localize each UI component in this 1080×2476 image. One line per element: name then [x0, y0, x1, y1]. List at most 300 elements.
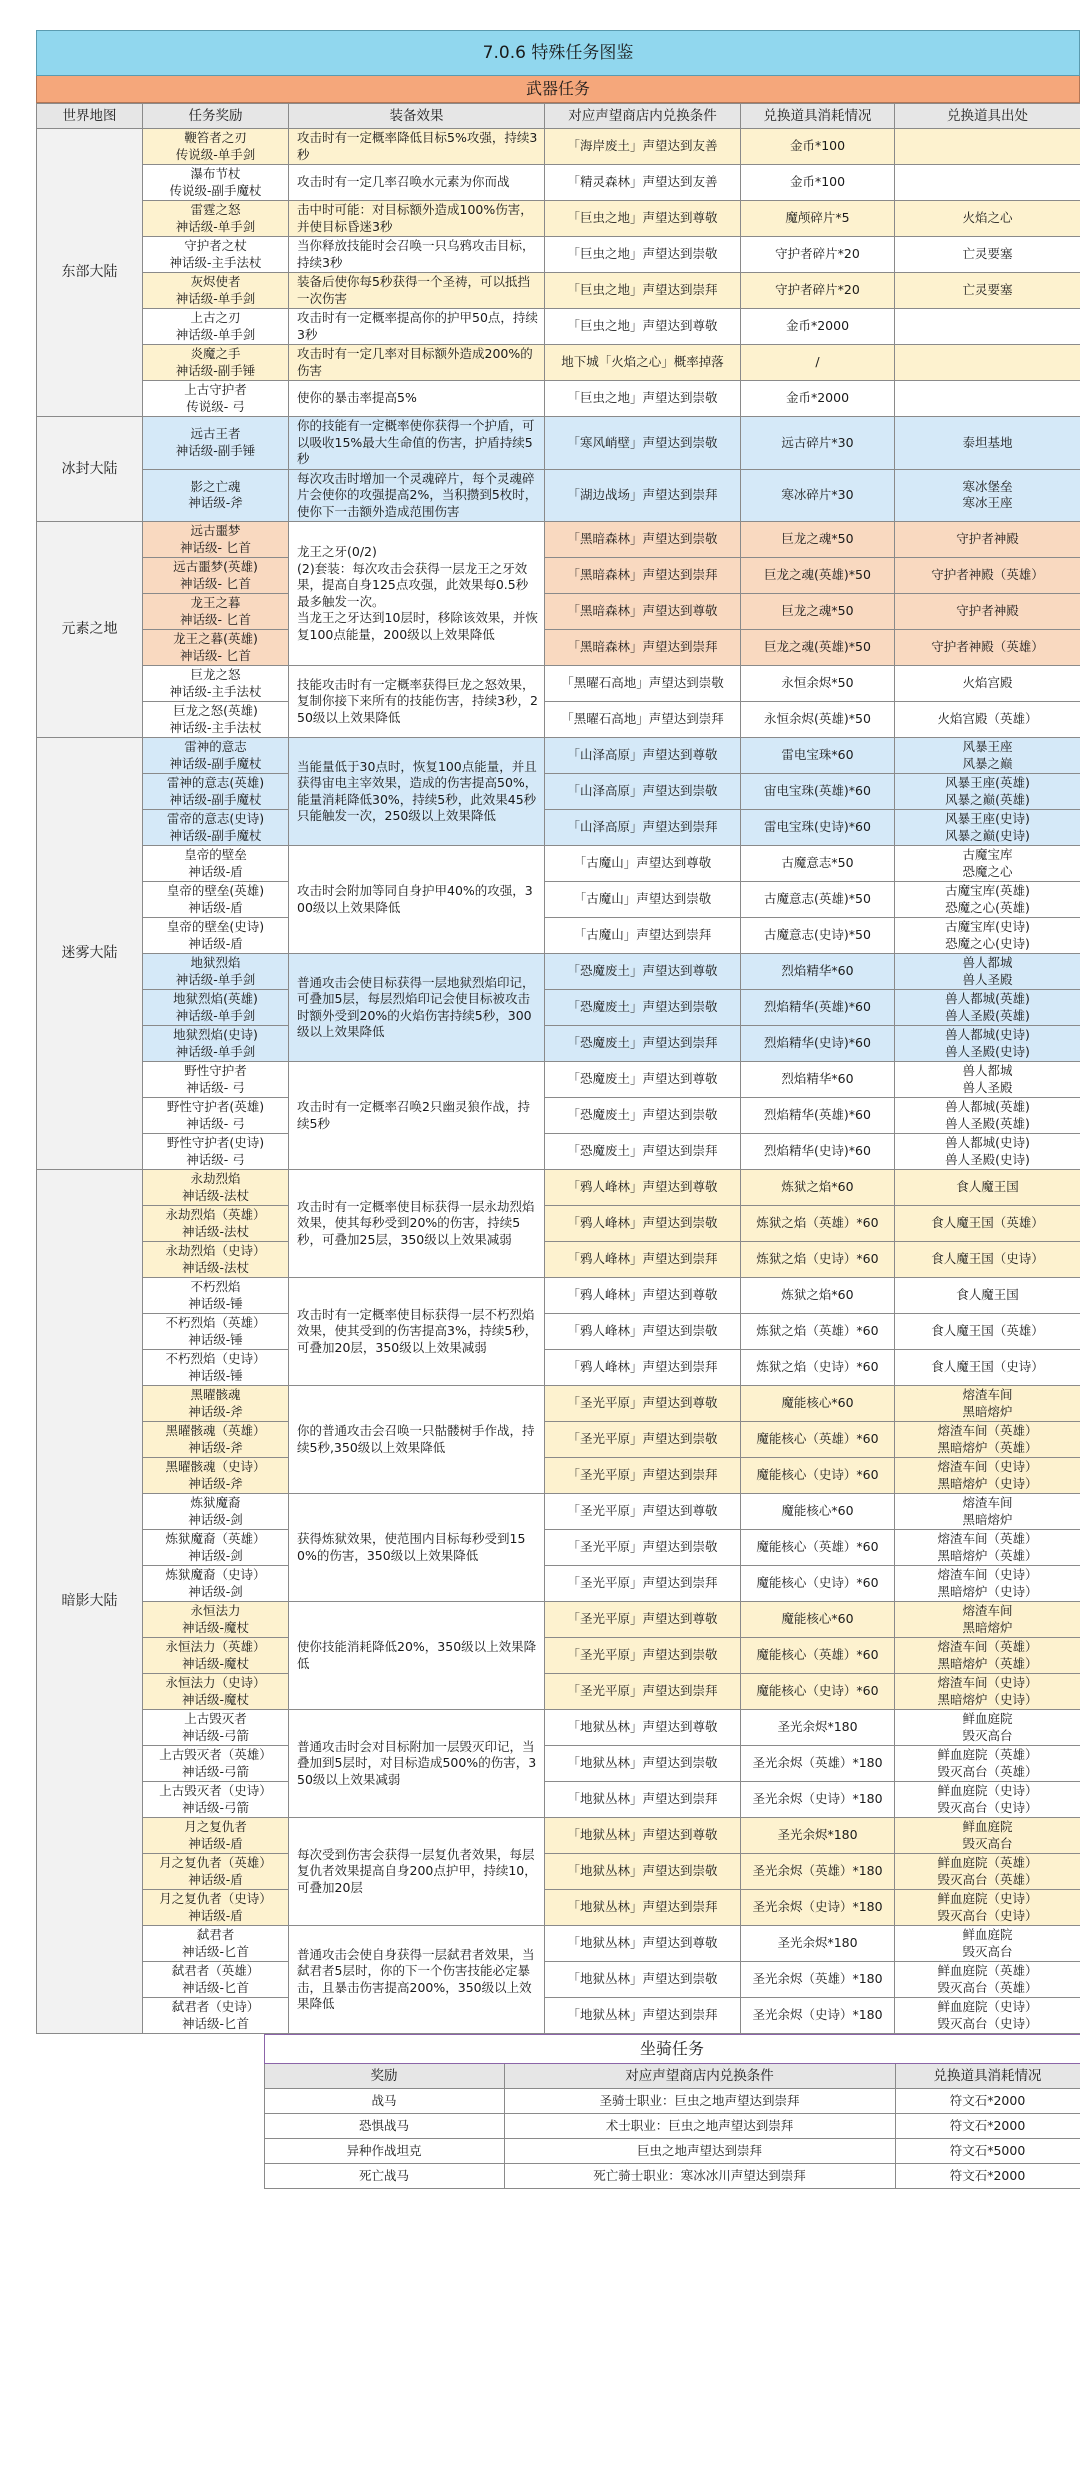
cost-cell: 巨龙之魂*50 [741, 594, 895, 630]
mount-condition: 死亡骑士职业：寒冰冰川声望达到崇拜 [504, 2164, 895, 2189]
table-row [37, 1314, 1080, 1350]
reward-cell: 炼狱魔裔（史诗） 神话级-剑 [143, 1566, 289, 1602]
cost-cell: 圣光余烬（史诗）*180 [741, 1782, 895, 1818]
effect-cell: 当能量低于30点时，恢复100点能量，并且获得宙电主宰效果，造成的伤害提高50%，能量消耗降低30%，持续5秒，此效果45秒只能触发一次，250级以上效果降低 [289, 738, 545, 846]
reward-cell: 野性守护者(史诗) 神话级- 弓 [143, 1134, 289, 1170]
condition-cell: 「鸦人峰林」声望达到尊敬 [545, 1278, 741, 1314]
cost-cell: 炼狱之焰（史诗）*60 [741, 1242, 895, 1278]
source-cell: 熔渣车间（英雄） 黑暗熔炉（英雄） [895, 1422, 1080, 1458]
table-row [37, 918, 1080, 954]
mount-cost: 符文石*5000 [895, 2139, 1080, 2164]
table-row [37, 1602, 1080, 1638]
cost-cell: 魔能核心*60 [741, 1494, 895, 1530]
effect-cell: 普通攻击会使目标获得一层地狱烈焰印记，可叠加5层，每层烈焰印记会使目标被攻击时额外受到20%的火焰伤害持续5秒，300级以上效果降低 [289, 954, 545, 1062]
table-row [37, 1422, 1080, 1458]
reward-cell: 炼狱魔裔 神话级-剑 [143, 1494, 289, 1530]
cost-cell: 圣光余烬（史诗）*180 [741, 1890, 895, 1926]
condition-cell: 「鸦人峰林」声望达到崇拜 [545, 1350, 741, 1386]
table-row [37, 1926, 1080, 1962]
col-header-condition: 对应声望商店内兑换条件 [545, 104, 741, 129]
reward-cell: 远古噩梦 神话级- 匕首 [143, 522, 289, 558]
table-row [37, 810, 1080, 846]
reward-cell: 巨龙之怒(英雄) 神话级-主手法杖 [143, 702, 289, 738]
mount-col-condition: 对应声望商店内兑换条件 [504, 2064, 895, 2089]
table-row [37, 1638, 1080, 1674]
reward-cell: 弑君者 神话级-匕首 [143, 1926, 289, 1962]
condition-cell: 「圣光平原」声望达到尊敬 [545, 1386, 741, 1422]
condition-cell: 「恐魔废土」声望达到尊敬 [545, 1062, 741, 1098]
reward-cell: 影之亡魂 神话级-斧 [143, 469, 289, 522]
effect-cell: 龙王之牙(0/2) (2)套装：每次攻击会获得一层龙王之牙效果，提高自身125点攻强，此效果每0.5秒最多触发一次。 当龙王之牙达到10层时，移除该效果，并恢复100点能量，200级以上效果降低 [289, 522, 545, 666]
source-cell: 古魔宝库 恐魔之心 [895, 846, 1080, 882]
source-cell: 食人魔王国 [895, 1278, 1080, 1314]
table-row [37, 990, 1080, 1026]
cost-cell: 古魔意志*50 [741, 846, 895, 882]
reward-cell: 上古守护者 传说级- 弓 [143, 381, 289, 417]
source-cell: 兽人都城 兽人圣殿 [895, 954, 1080, 990]
source-cell: 火焰之心 [895, 201, 1080, 237]
effect-cell: 攻击时有一定概率降低目标5%攻强，持续3秒 [289, 129, 545, 165]
reward-cell: 巨龙之怒 神话级-主手法杖 [143, 666, 289, 702]
cost-cell: 金币*2000 [741, 309, 895, 345]
mount-row [36, 2114, 1080, 2139]
mount-cost: 符文石*2000 [895, 2089, 1080, 2114]
source-cell [895, 345, 1080, 381]
condition-cell: 「圣光平原」声望达到尊敬 [545, 1602, 741, 1638]
reward-cell: 弑君者（英雄） 神话级-匕首 [143, 1962, 289, 1998]
source-cell: 食人魔王国（史诗） [895, 1242, 1080, 1278]
table-row [37, 1962, 1080, 1998]
source-cell: 风暴王座(英雄) 风暴之巅(英雄) [895, 774, 1080, 810]
cost-cell: 魔能核心（史诗）*60 [741, 1674, 895, 1710]
table-row [37, 882, 1080, 918]
effect-cell: 你的技能有一定概率使你获得一个护盾，可以吸收15%最大生命值的伤害，护盾持续5秒 [289, 417, 545, 470]
cost-cell: 圣光余烬（英雄）*180 [741, 1854, 895, 1890]
condition-cell: 「地狱丛林」声望达到尊敬 [545, 1926, 741, 1962]
table-row [37, 1062, 1080, 1098]
source-cell: 鲜血庭院（史诗） 毁灭高台（史诗） [895, 1782, 1080, 1818]
table-row [37, 201, 1080, 237]
reward-cell: 地狱烈焰(史诗) 神话级-单手剑 [143, 1026, 289, 1062]
cost-cell: 雷电宝珠*60 [741, 738, 895, 774]
table-row [37, 345, 1080, 381]
mount-reward: 战马 [264, 2089, 504, 2114]
reward-cell: 雷神的意志(英雄) 神话级-副手魔杖 [143, 774, 289, 810]
condition-cell: 「巨虫之地」声望达到崇拜 [545, 273, 741, 309]
col-header-cost: 兑换道具消耗情况 [741, 104, 895, 129]
cost-cell: 圣光余烬*180 [741, 1710, 895, 1746]
source-cell: 鲜血庭院（英雄） 毁灭高台（英雄） [895, 1962, 1080, 1998]
source-cell: 兽人都城(史诗) 兽人圣殿(史诗) [895, 1026, 1080, 1062]
mount-reward: 恐惧战马 [264, 2114, 504, 2139]
condition-cell: 「湖边战场」声望达到崇拜 [545, 469, 741, 522]
table-row [37, 129, 1080, 165]
cost-cell: 烈焰精华(英雄)*60 [741, 990, 895, 1026]
table-row [37, 774, 1080, 810]
effect-cell: 装备后使你每5秒获得一个圣祷，可以抵挡一次伤害 [289, 273, 545, 309]
source-cell: 食人魔王国 [895, 1170, 1080, 1206]
reward-cell: 不朽烈焰（史诗） 神话级-锤 [143, 1350, 289, 1386]
reward-cell: 雷神的意志 神话级-副手魔杖 [143, 738, 289, 774]
table-row [37, 309, 1080, 345]
condition-cell: 「山泽高原」声望达到尊敬 [545, 738, 741, 774]
table-row [37, 1386, 1080, 1422]
table-row [37, 1278, 1080, 1314]
table-row [37, 522, 1080, 558]
table-row [37, 1170, 1080, 1206]
effect-cell: 使你的暴击率提高5% [289, 381, 545, 417]
cost-cell: 魔能核心*60 [741, 1602, 895, 1638]
effect-cell: 每次攻击时增加一个灵魂碎片，每个灵魂碎片会使你的攻强提高2%，当积攒到5枚时，使你下一击额外造成范围伤害 [289, 469, 545, 522]
table-row [37, 1854, 1080, 1890]
condition-cell: 「地狱丛林」声望达到崇敬 [545, 1746, 741, 1782]
condition-cell: 「地狱丛林」声望达到尊敬 [545, 1710, 741, 1746]
condition-cell: 「鸦人峰林」声望达到尊敬 [545, 1170, 741, 1206]
effect-cell: 攻击时有一定概率提高你的护甲50点，持续3秒 [289, 309, 545, 345]
source-cell [895, 381, 1080, 417]
table-row [37, 558, 1080, 594]
reward-cell: 永恒法力（英雄） 神话级-魔杖 [143, 1638, 289, 1674]
region-cell: 元素之地 [37, 522, 143, 738]
cost-cell: 烈焰精华*60 [741, 1062, 895, 1098]
table-row [37, 954, 1080, 990]
reward-cell: 远古王者 神话级-副手锤 [143, 417, 289, 470]
cost-cell: 永恒余烬(英雄)*50 [741, 702, 895, 738]
cost-cell: 烈焰精华(英雄)*60 [741, 1098, 895, 1134]
source-cell: 守护者神殿 [895, 522, 1080, 558]
source-cell: 古魔宝库(史诗) 恐魔之心(史诗) [895, 918, 1080, 954]
reward-cell: 弑君者（史诗） 神话级-匕首 [143, 1998, 289, 2034]
table-row [37, 1350, 1080, 1386]
condition-cell: 「恐魔废土」声望达到崇敬 [545, 1098, 741, 1134]
reward-cell: 雷霆之怒 神话级-单手剑 [143, 201, 289, 237]
reward-cell: 上古毁灭者（史诗） 神话级-弓箭 [143, 1782, 289, 1818]
condition-cell: 「恐魔废土」声望达到崇拜 [545, 1134, 741, 1170]
reward-cell: 灰烬使者 神话级-单手剑 [143, 273, 289, 309]
effect-cell: 攻击时有一定概率使目标获得一层永劫烈焰效果，使其每秒受到20%的伤害，持续5秒，可叠加25层，350级以上效果减弱 [289, 1170, 545, 1278]
table-row [37, 846, 1080, 882]
cost-cell: 永恒余烬*50 [741, 666, 895, 702]
cost-cell: 圣光余烬（英雄）*180 [741, 1962, 895, 1998]
source-cell: 兽人都城 兽人圣殿 [895, 1062, 1080, 1098]
cost-cell: 魔能核心（英雄）*60 [741, 1638, 895, 1674]
source-cell [895, 129, 1080, 165]
effect-cell: 击中时可能：对目标额外造成100%伤害，并使目标昏迷3秒 [289, 201, 545, 237]
table-row [37, 702, 1080, 738]
reward-cell: 远古噩梦(英雄) 神话级- 匕首 [143, 558, 289, 594]
reward-cell: 皇帝的壁垒(英雄) 神话级-盾 [143, 882, 289, 918]
source-cell [895, 309, 1080, 345]
condition-cell: 「古魔山」声望达到尊敬 [545, 846, 741, 882]
source-cell: 熔渣车间（英雄） 黑暗熔炉（英雄） [895, 1638, 1080, 1674]
reward-cell: 龙王之暮(英雄) 神话级- 匕首 [143, 630, 289, 666]
source-cell: 鲜血庭院（史诗） 毁灭高台（史诗） [895, 1998, 1080, 2034]
table-row [37, 594, 1080, 630]
table-row [37, 1530, 1080, 1566]
source-cell: 火焰宫殿（英雄） [895, 702, 1080, 738]
source-cell: 熔渣车间（史诗） 黑暗熔炉（史诗） [895, 1674, 1080, 1710]
source-cell: 鲜血庭院（史诗） 毁灭高台（史诗） [895, 1890, 1080, 1926]
cost-cell: 巨龙之魂*50 [741, 522, 895, 558]
table-row [37, 273, 1080, 309]
cost-cell: 圣光余烬（史诗）*180 [741, 1998, 895, 2034]
col-header-source: 兑换道具出处 [895, 104, 1080, 129]
condition-cell: 「海岸废土」声望达到友善 [545, 129, 741, 165]
effect-cell: 使你技能消耗降低20%，350级以上效果降低 [289, 1602, 545, 1710]
condition-cell: 「山泽高原」声望达到崇敬 [545, 774, 741, 810]
table-row [37, 1098, 1080, 1134]
page [36, 0, 1080, 2189]
cost-cell: 炼狱之焰（英雄）*60 [741, 1206, 895, 1242]
mount-condition: 巨虫之地声望达到崇拜 [504, 2139, 895, 2164]
cost-cell: 魔能核心*60 [741, 1386, 895, 1422]
condition-cell: 「恐魔废土」声望达到崇拜 [545, 1026, 741, 1062]
table-row [37, 165, 1080, 201]
table-row [37, 1890, 1080, 1926]
condition-cell: 「地狱丛林」声望达到崇拜 [545, 1998, 741, 2034]
cost-cell: 魔能核心（史诗）*60 [741, 1566, 895, 1602]
col-header-effect: 装备效果 [289, 104, 545, 129]
effect-cell: 普通攻击会使自身获得一层弑君者效果，当弑君者5层时，你的下一个伤害技能必定暴击，且暴击伤害提高200%，350级以上效果降低 [289, 1926, 545, 2034]
effect-cell: 获得炼狱效果，使范围内目标每秒受到150%的伤害，350级以上效果降低 [289, 1494, 545, 1602]
condition-cell: 「山泽高原」声望达到崇拜 [545, 810, 741, 846]
source-cell: 兽人都城(英雄) 兽人圣殿(英雄) [895, 1098, 1080, 1134]
reward-cell: 地狱烈焰 神话级-单手剑 [143, 954, 289, 990]
source-cell: 熔渣车间（史诗） 黑暗熔炉（史诗） [895, 1566, 1080, 1602]
source-cell: 兽人都城(英雄) 兽人圣殿(英雄) [895, 990, 1080, 1026]
cost-cell: 圣光余烬（英雄）*180 [741, 1746, 895, 1782]
condition-cell: 「精灵森林」声望达到友善 [545, 165, 741, 201]
reward-cell: 野性守护者 神话级- 弓 [143, 1062, 289, 1098]
table-row [37, 381, 1080, 417]
source-cell: 寒冰堡垒 寒冰王座 [895, 469, 1080, 522]
cost-cell: 巨龙之魂(英雄)*50 [741, 630, 895, 666]
reward-cell: 永劫烈焰（英雄） 神话级-法杖 [143, 1206, 289, 1242]
effect-cell: 攻击时有一定概率召唤2只幽灵狼作战，持续5秒 [289, 1062, 545, 1170]
cost-cell: 巨龙之魂(英雄)*50 [741, 558, 895, 594]
cost-cell: 炼狱之焰*60 [741, 1170, 895, 1206]
source-cell [895, 165, 1080, 201]
reward-cell: 不朽烈焰 神话级-锤 [143, 1278, 289, 1314]
region-cell: 东部大陆 [37, 129, 143, 417]
condition-cell: 地下城「火焰之心」概率掉落 [545, 345, 741, 381]
condition-cell: 「古魔山」声望达到崇拜 [545, 918, 741, 954]
cost-cell: 圣光余烬*180 [741, 1818, 895, 1854]
mount-col-reward: 奖励 [264, 2064, 504, 2089]
source-cell: 守护者神殿（英雄） [895, 558, 1080, 594]
reward-cell: 上古毁灭者（英雄） 神话级-弓箭 [143, 1746, 289, 1782]
cost-cell: 魔颅碎片*5 [741, 201, 895, 237]
condition-cell: 「巨虫之地」声望达到崇敬 [545, 381, 741, 417]
cost-cell: 金币*100 [741, 129, 895, 165]
effect-cell: 普通攻击时会对目标附加一层毁灭印记，当叠加到5层时，对目标造成500%的伤害，350级以上效果减弱 [289, 1710, 545, 1818]
reward-cell: 永劫烈焰（史诗） 神话级-法杖 [143, 1242, 289, 1278]
condition-cell: 「黑曜石高地」声望达到崇敬 [545, 666, 741, 702]
reward-cell: 炎魔之手 神话级-副手锤 [143, 345, 289, 381]
table-row [37, 1998, 1080, 2034]
condition-cell: 「鸦人峰林」声望达到崇敬 [545, 1314, 741, 1350]
reward-cell: 月之复仇者 神话级-盾 [143, 1818, 289, 1854]
source-cell: 熔渣车间 黑暗熔炉 [895, 1602, 1080, 1638]
condition-cell: 「地狱丛林」声望达到崇拜 [545, 1782, 741, 1818]
cost-cell: / [741, 345, 895, 381]
source-cell: 食人魔王国（史诗） [895, 1350, 1080, 1386]
reward-cell: 野性守护者(英雄) 神话级- 弓 [143, 1098, 289, 1134]
condition-cell: 「地狱丛林」声望达到崇拜 [545, 1890, 741, 1926]
table-row [37, 1206, 1080, 1242]
condition-cell: 「圣光平原」声望达到尊敬 [545, 1494, 741, 1530]
condition-cell: 「巨虫之地」声望达到崇敬 [545, 237, 741, 273]
cost-cell: 炼狱之焰（英雄）*60 [741, 1314, 895, 1350]
source-cell: 火焰宫殿 [895, 666, 1080, 702]
cost-cell: 金币*100 [741, 165, 895, 201]
cost-cell: 古魔意志(英雄)*50 [741, 882, 895, 918]
reward-cell: 永劫烈焰 神话级-法杖 [143, 1170, 289, 1206]
mount-cost: 符文石*2000 [895, 2114, 1080, 2139]
cost-cell: 炼狱之焰*60 [741, 1278, 895, 1314]
table-row [37, 1242, 1080, 1278]
condition-cell: 「地狱丛林」声望达到崇敬 [545, 1962, 741, 1998]
condition-cell: 「恐魔废土」声望达到崇敬 [545, 990, 741, 1026]
table-row [37, 666, 1080, 702]
source-cell: 泰坦基地 [895, 417, 1080, 470]
effect-cell: 攻击时有一定几率对目标额外造成200%的伤害 [289, 345, 545, 381]
effect-cell: 攻击时有一定几率召唤水元素为你而战 [289, 165, 545, 201]
source-cell: 鲜血庭院 毁灭高台 [895, 1818, 1080, 1854]
reward-cell: 皇帝的壁垒 神话级-盾 [143, 846, 289, 882]
cost-cell: 远古碎片*30 [741, 417, 895, 470]
source-cell: 熔渣车间（英雄） 黑暗熔炉（英雄） [895, 1530, 1080, 1566]
source-cell: 熔渣车间 黑暗熔炉 [895, 1386, 1080, 1422]
reward-cell: 龙王之暮 神话级- 匕首 [143, 594, 289, 630]
table-row [37, 1494, 1080, 1530]
cost-cell: 烈焰精华*60 [741, 954, 895, 990]
reward-cell: 上古毁灭者 神话级-弓箭 [143, 1710, 289, 1746]
page-title: 7.0.6 特殊任务图鉴 [36, 30, 1080, 76]
source-cell: 食人魔王国（英雄） [895, 1314, 1080, 1350]
region-cell: 冰封大陆 [37, 417, 143, 522]
cost-cell: 烈焰精华(史诗)*60 [741, 1134, 895, 1170]
reward-cell: 炼狱魔裔（英雄） 神话级-剑 [143, 1530, 289, 1566]
reward-cell: 月之复仇者（史诗） 神话级-盾 [143, 1890, 289, 1926]
mount-section-header: 坐骑任务 [264, 2035, 1080, 2064]
table-row [37, 237, 1080, 273]
reward-cell: 黑曜骸魂（史诗） 神话级-斧 [143, 1458, 289, 1494]
effect-cell: 你的普通攻击会召唤一只骷髅树手作战，持续5秒,350级以上效果降低 [289, 1386, 545, 1494]
reward-cell: 永恒法力（史诗） 神话级-魔杖 [143, 1674, 289, 1710]
reward-cell: 黑曜骸魂（英雄） 神话级-斧 [143, 1422, 289, 1458]
reward-cell: 月之复仇者（英雄） 神话级-盾 [143, 1854, 289, 1890]
source-cell: 风暴王座 风暴之巅 [895, 738, 1080, 774]
cost-cell: 炼狱之焰（史诗）*60 [741, 1350, 895, 1386]
source-cell: 鲜血庭院 毁灭高台 [895, 1926, 1080, 1962]
cost-cell: 寒冰碎片*30 [741, 469, 895, 522]
effect-cell: 当你释放技能时会召唤一只乌鸦攻击目标，持续3秒 [289, 237, 545, 273]
source-cell: 鲜血庭院 毁灭高台 [895, 1710, 1080, 1746]
condition-cell: 「圣光平原」声望达到崇拜 [545, 1674, 741, 1710]
reward-cell: 皇帝的壁垒(史诗) 神话级-盾 [143, 918, 289, 954]
condition-cell: 「黑暗森林」声望达到崇敬 [545, 522, 741, 558]
source-cell: 守护者神殿 [895, 594, 1080, 630]
cost-cell: 烈焰精华(史诗)*60 [741, 1026, 895, 1062]
reward-cell: 雷帝的意志(史诗) 神话级-副手魔杖 [143, 810, 289, 846]
condition-cell: 「圣光平原」声望达到崇敬 [545, 1638, 741, 1674]
table-row [37, 1458, 1080, 1494]
condition-cell: 「鸦人峰林」声望达到崇拜 [545, 1242, 741, 1278]
mount-row [36, 2089, 1080, 2114]
mount-reward: 死亡战马 [264, 2164, 504, 2189]
effect-cell: 攻击时会附加等同自身护甲40%的攻强，300级以上效果降低 [289, 846, 545, 954]
reward-cell: 守护者之杖 神话级-主手法杖 [143, 237, 289, 273]
cost-cell: 圣光余烬*180 [741, 1926, 895, 1962]
reward-cell: 永恒法力 神话级-魔杖 [143, 1602, 289, 1638]
cost-cell: 魔能核心（史诗）*60 [741, 1458, 895, 1494]
mount-row [36, 2139, 1080, 2164]
table-row [37, 469, 1080, 522]
condition-cell: 「古魔山」声望达到崇敬 [545, 882, 741, 918]
effect-cell: 技能攻击时有一定概率获得巨龙之怒效果，复制你接下来所有的技能伤害，持续3秒，250级以上效果降低 [289, 666, 545, 738]
source-cell: 兽人都城(史诗) 兽人圣殿(史诗) [895, 1134, 1080, 1170]
condition-cell: 「圣光平原」声望达到崇拜 [545, 1458, 741, 1494]
table-row [37, 1746, 1080, 1782]
reward-cell: 地狱烈焰(英雄) 神话级-单手剑 [143, 990, 289, 1026]
condition-cell: 「圣光平原」声望达到崇敬 [545, 1530, 741, 1566]
condition-cell: 「地狱丛林」声望达到崇敬 [545, 1854, 741, 1890]
table-row [37, 630, 1080, 666]
condition-cell: 「巨虫之地」声望达到尊敬 [545, 309, 741, 345]
table-row [37, 1026, 1080, 1062]
table-row [37, 1710, 1080, 1746]
source-cell: 亡灵要塞 [895, 273, 1080, 309]
table-row [37, 738, 1080, 774]
source-cell: 食人魔王国（英雄） [895, 1206, 1080, 1242]
table-row [37, 1674, 1080, 1710]
cost-cell: 雷电宝珠(史诗)*60 [741, 810, 895, 846]
mount-condition: 术士职业：巨虫之地声望达到崇拜 [504, 2114, 895, 2139]
condition-cell: 「寒风峭壁」声望达到崇敬 [545, 417, 741, 470]
source-cell: 守护者神殿（英雄） [895, 630, 1080, 666]
condition-cell: 「圣光平原」声望达到崇敬 [545, 1422, 741, 1458]
weapon-table-header [37, 104, 1080, 129]
condition-cell: 「黑暗森林」声望达到崇拜 [545, 558, 741, 594]
reward-cell: 瀑布节杖 传说级-副手魔杖 [143, 165, 289, 201]
condition-cell: 「巨虫之地」声望达到尊敬 [545, 201, 741, 237]
cost-cell: 宙电宝珠(英雄)*60 [741, 774, 895, 810]
table-row [37, 1782, 1080, 1818]
mount-col-cost: 兑换道具消耗情况 [895, 2064, 1080, 2089]
mount-row [36, 2164, 1080, 2189]
mount-reward: 异种作战坦克 [264, 2139, 504, 2164]
reward-cell: 黑曜骸魂 神话级-斧 [143, 1386, 289, 1422]
cost-cell: 魔能核心（英雄）*60 [741, 1422, 895, 1458]
table-row [37, 417, 1080, 470]
cost-cell: 守护者碎片*20 [741, 273, 895, 309]
cost-cell: 守护者碎片*20 [741, 237, 895, 273]
cost-cell: 古魔意志(史诗)*50 [741, 918, 895, 954]
table-row [37, 1134, 1080, 1170]
source-cell: 亡灵要塞 [895, 237, 1080, 273]
mount-condition: 圣骑士职业：巨虫之地声望达到崇拜 [504, 2089, 895, 2114]
condition-cell: 「圣光平原」声望达到崇拜 [545, 1566, 741, 1602]
source-cell: 古魔宝库(英雄) 恐魔之心(英雄) [895, 882, 1080, 918]
mount-table-header [36, 2064, 1080, 2089]
weapon-section-header: 武器任务 [36, 76, 1080, 103]
mount-cost: 符文石*2000 [895, 2164, 1080, 2189]
condition-cell: 「地狱丛林」声望达到尊敬 [545, 1818, 741, 1854]
table-row [37, 1818, 1080, 1854]
mount-table [36, 2034, 1080, 2189]
effect-cell: 攻击时有一定概率使目标获得一层不朽烈焰效果，使其受到的伤害提高3%，持续5秒，可叠加20层，350级以上效果减弱 [289, 1278, 545, 1386]
